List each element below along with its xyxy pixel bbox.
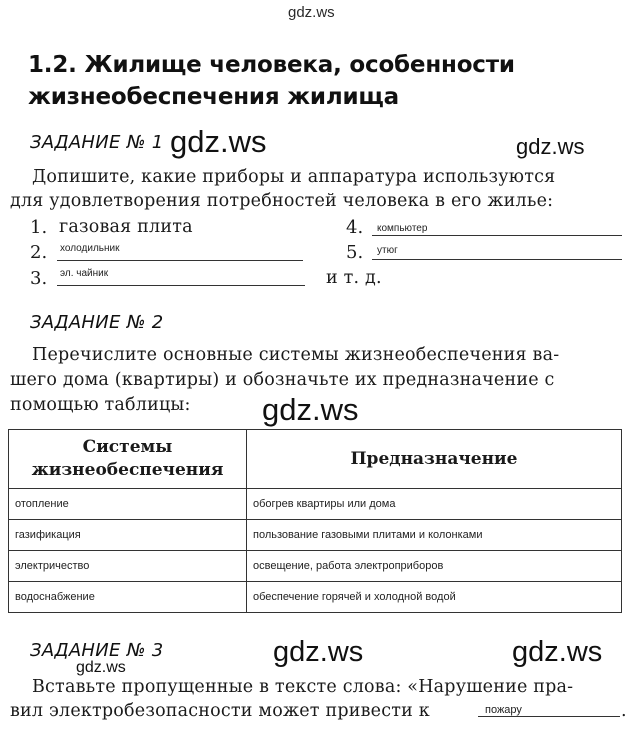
watermark-bottom-right: gdz.ws	[512, 636, 603, 668]
table-header-row	[9, 430, 622, 489]
section-title-line1: 1.2. Жилище человека, особенности	[28, 52, 515, 78]
header-systems-line2: жизнеобеспечения	[31, 460, 224, 480]
watermark-side-1: gdz.ws	[516, 134, 585, 159]
header-systems	[9, 430, 247, 489]
watermark-big-1: gdz.ws	[170, 124, 267, 159]
watermark-bottom-mid: gdz.ws	[273, 636, 364, 668]
header-purpose: Предназначение	[247, 430, 622, 489]
section-title-line2: жизнеобеспечения жилища	[28, 84, 399, 110]
systems-table	[8, 429, 622, 613]
task1-text-line1: Допишите, какие приборы и аппаратура используются	[32, 167, 556, 187]
watermark-bottom-left: gdz.ws	[76, 659, 126, 676]
item-1-answer: газовая плита	[59, 217, 193, 237]
item-4-number: 4.	[346, 217, 364, 238]
task1-text-line2: для удовлетворения потребностей человека в его жилье:	[10, 191, 554, 211]
watermark-big-2: gdz.ws	[262, 392, 359, 427]
table-row	[9, 551, 622, 582]
task3-text-line2: вил электробезопасности может привести к	[10, 701, 430, 721]
item-3-number: 3.	[30, 268, 48, 289]
task3-heading: ЗАДАНИЕ № 3	[30, 640, 164, 661]
item-4-line	[372, 235, 622, 236]
table-cell-system[interactable]: электричество	[9, 551, 247, 582]
task2-heading: ЗАДАНИЕ № 2	[30, 312, 164, 333]
header-systems-line1: Системы	[82, 437, 173, 457]
table-cell-purpose[interactable]: пользование газовыми плитами и колонками	[247, 520, 622, 551]
item-2-number: 2.	[30, 242, 48, 263]
table-cell-system[interactable]: отопление	[9, 489, 247, 520]
item-4-answer[interactable]: компьютер	[377, 223, 428, 234]
table-cell-system[interactable]: водоснабжение	[9, 582, 247, 613]
item-1-number: 1.	[30, 217, 48, 238]
item-2-answer[interactable]: холодильник	[60, 243, 120, 254]
item-5-line	[372, 259, 622, 260]
table-row	[9, 582, 622, 613]
task1-heading: ЗАДАНИЕ № 1	[30, 132, 164, 153]
task3-tail: .	[621, 701, 627, 721]
task3-answer-line	[478, 716, 620, 717]
task1-etc: и т. д.	[326, 268, 382, 288]
task2-text-line1: Перечислите основные системы жизнеобеспечения ва-	[32, 345, 560, 365]
task3-text-line1: Вставьте пропущенные в тексте слова: «Нарушение пра-	[32, 677, 574, 697]
task2-text-line2: шего дома (квартиры) и обозначьте их предназначение с	[10, 370, 555, 390]
item-5-number: 5.	[346, 242, 364, 263]
watermark-top: gdz.ws	[288, 4, 335, 21]
table-cell-system[interactable]: газификация	[9, 520, 247, 551]
item-5-answer[interactable]: утюг	[377, 245, 398, 256]
table-row	[9, 489, 622, 520]
task2-text-line3: помощью таблицы:	[10, 395, 191, 415]
table-row	[9, 520, 622, 551]
table-cell-purpose[interactable]: обогрев квартиры или дома	[247, 489, 622, 520]
item-2-line	[57, 260, 303, 261]
task3-answer[interactable]: пожару	[485, 704, 522, 716]
item-3-answer[interactable]: эл. чайник	[60, 268, 109, 279]
table-cell-purpose[interactable]: обеспечение горячей и холодной водой	[247, 582, 622, 613]
table-cell-purpose[interactable]: освещение, работа электроприборов	[247, 551, 622, 582]
item-3-line	[57, 285, 305, 286]
